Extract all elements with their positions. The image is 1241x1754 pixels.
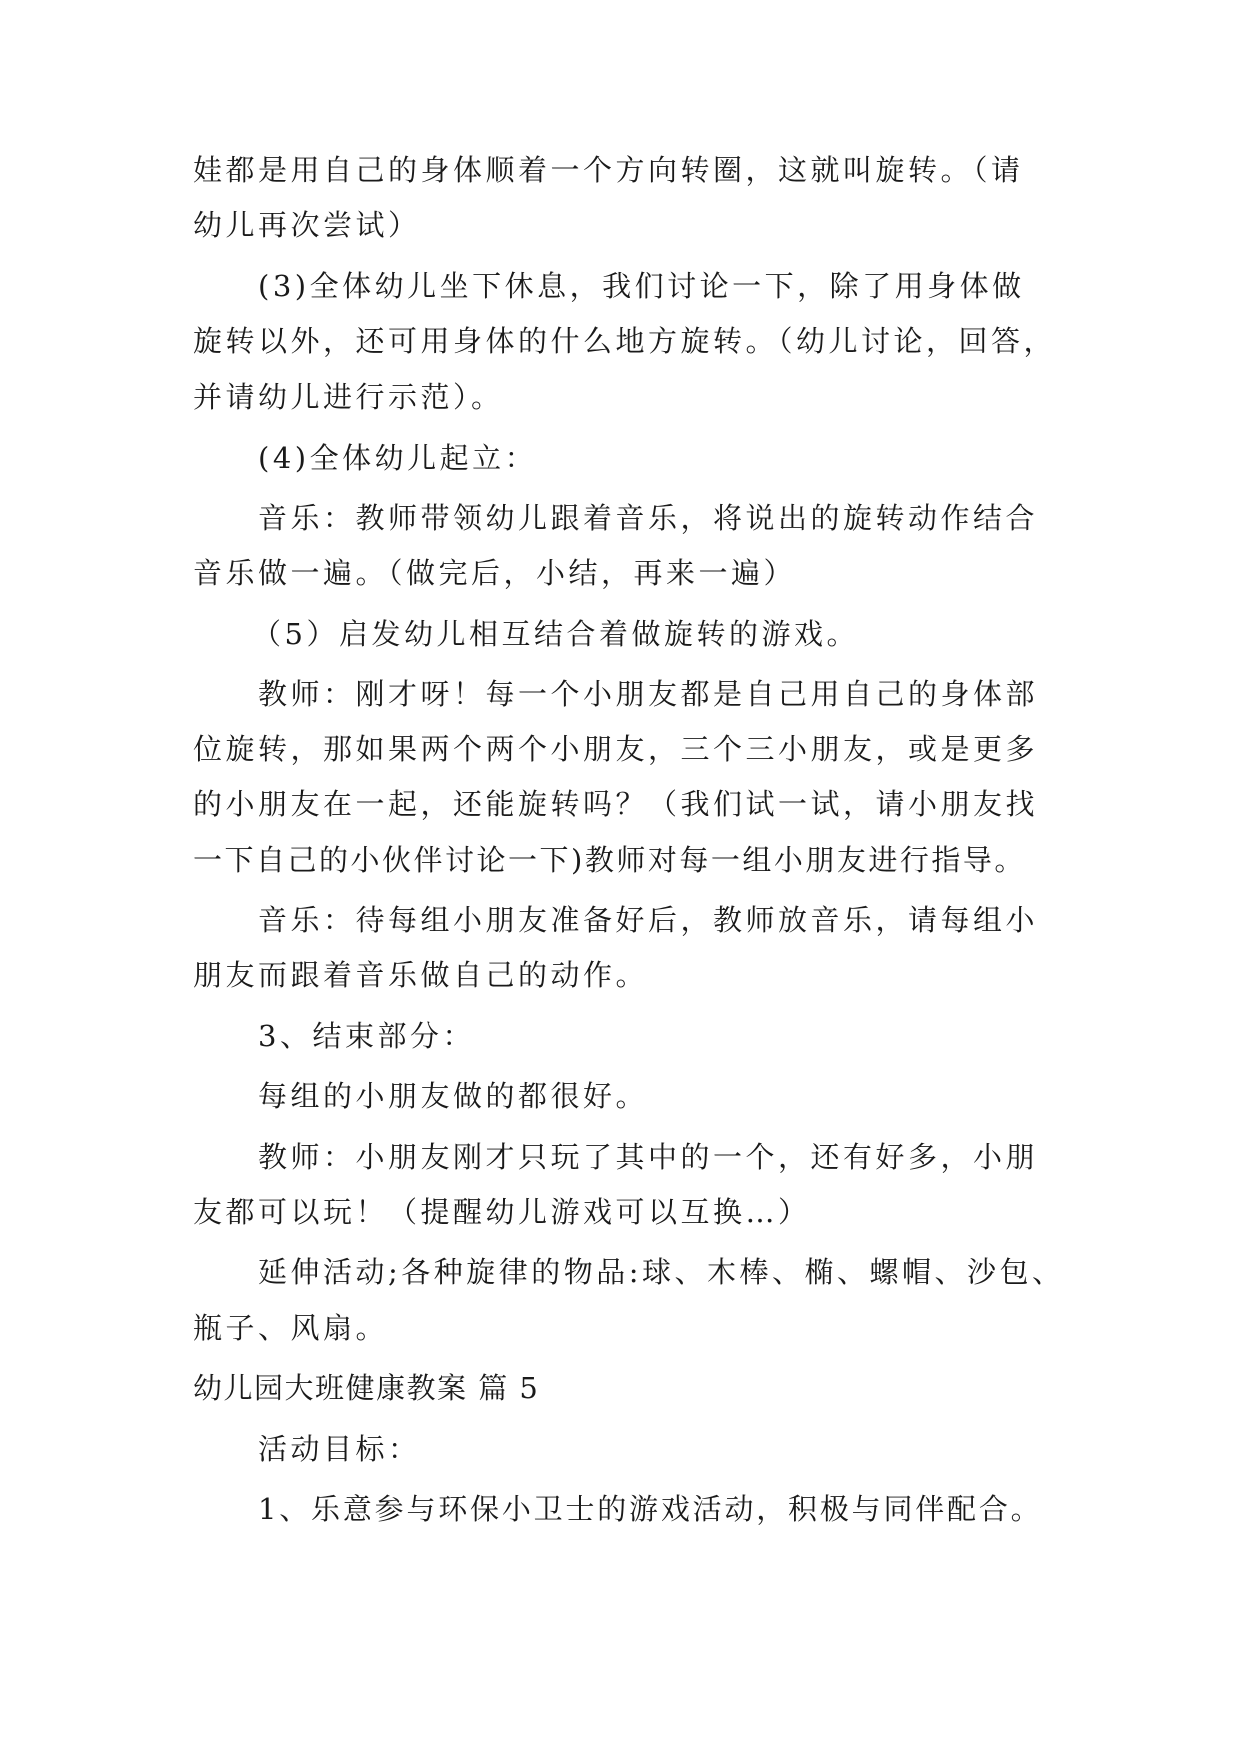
text-line: 教师：刚才呀！每一个小朋友都是自己用自己的身体部 <box>258 677 1039 711</box>
text-line: 幼儿再次尝试） <box>193 208 421 242</box>
text-line: 音乐：教师带领幼儿跟着音乐，将说出的旋转动作结合 <box>258 501 1039 535</box>
text-line: 友都可以玩！（提醒幼儿游戏可以互换…） <box>193 1195 811 1229</box>
text-line: (3)全体幼儿坐下休息，我们讨论一下，除了用身体做 <box>258 269 1025 303</box>
text-line: 并请幼儿进行示范）。 <box>193 380 504 414</box>
text-line: 音乐做一遍。（做完后，小结，再来一遍） <box>193 556 797 590</box>
text-line: 延伸活动;各种旋律的物品:球、木棒、椭、螺帽、沙包、 <box>258 1255 1065 1289</box>
text-line: 的小朋友在一起，还能旋转吗？（我们试一试，请小朋友找 <box>193 787 1039 821</box>
text-line: （5）启发幼儿相互结合着做旋转的游戏。 <box>252 617 859 651</box>
section-heading: 幼儿园大班健康教案 篇 5 <box>193 1371 540 1405</box>
text-line: 教师：小朋友刚才只玩了其中的一个，还有好多，小朋 <box>258 1140 1039 1174</box>
text-line: 瓶子、风扇。 <box>193 1311 389 1345</box>
text-line: 娃都是用自己的身体顺着一个方向转圈，这就叫旋转。（请 <box>193 153 1024 187</box>
text-line: 活动目标： <box>258 1432 421 1466</box>
text-line: 每组的小朋友做的都很好。 <box>258 1079 649 1113</box>
text-line: 旋转以外，还可用身体的什么地方旋转。（幼儿讨论，回答， <box>193 324 1057 358</box>
text-line: 音乐：待每组小朋友准备好后，教师放音乐，请每组小 <box>258 903 1039 937</box>
text-line: 1、乐意参与环保小卫士的游戏活动，积极与同伴配合。 <box>258 1492 1043 1526</box>
text-line: 一下自己的小伙伴讨论一下)教师对每一组小朋友进行指导。 <box>193 843 1026 877</box>
text-line: 朋友而跟着音乐做自己的动作。 <box>193 958 649 992</box>
text-line: 3、结束部分： <box>258 1019 475 1053</box>
text-line: (4)全体幼儿起立： <box>258 441 538 475</box>
text-line: 位旋转，那如果两个两个小朋友，三个三小朋友，或是更多 <box>193 732 1039 766</box>
